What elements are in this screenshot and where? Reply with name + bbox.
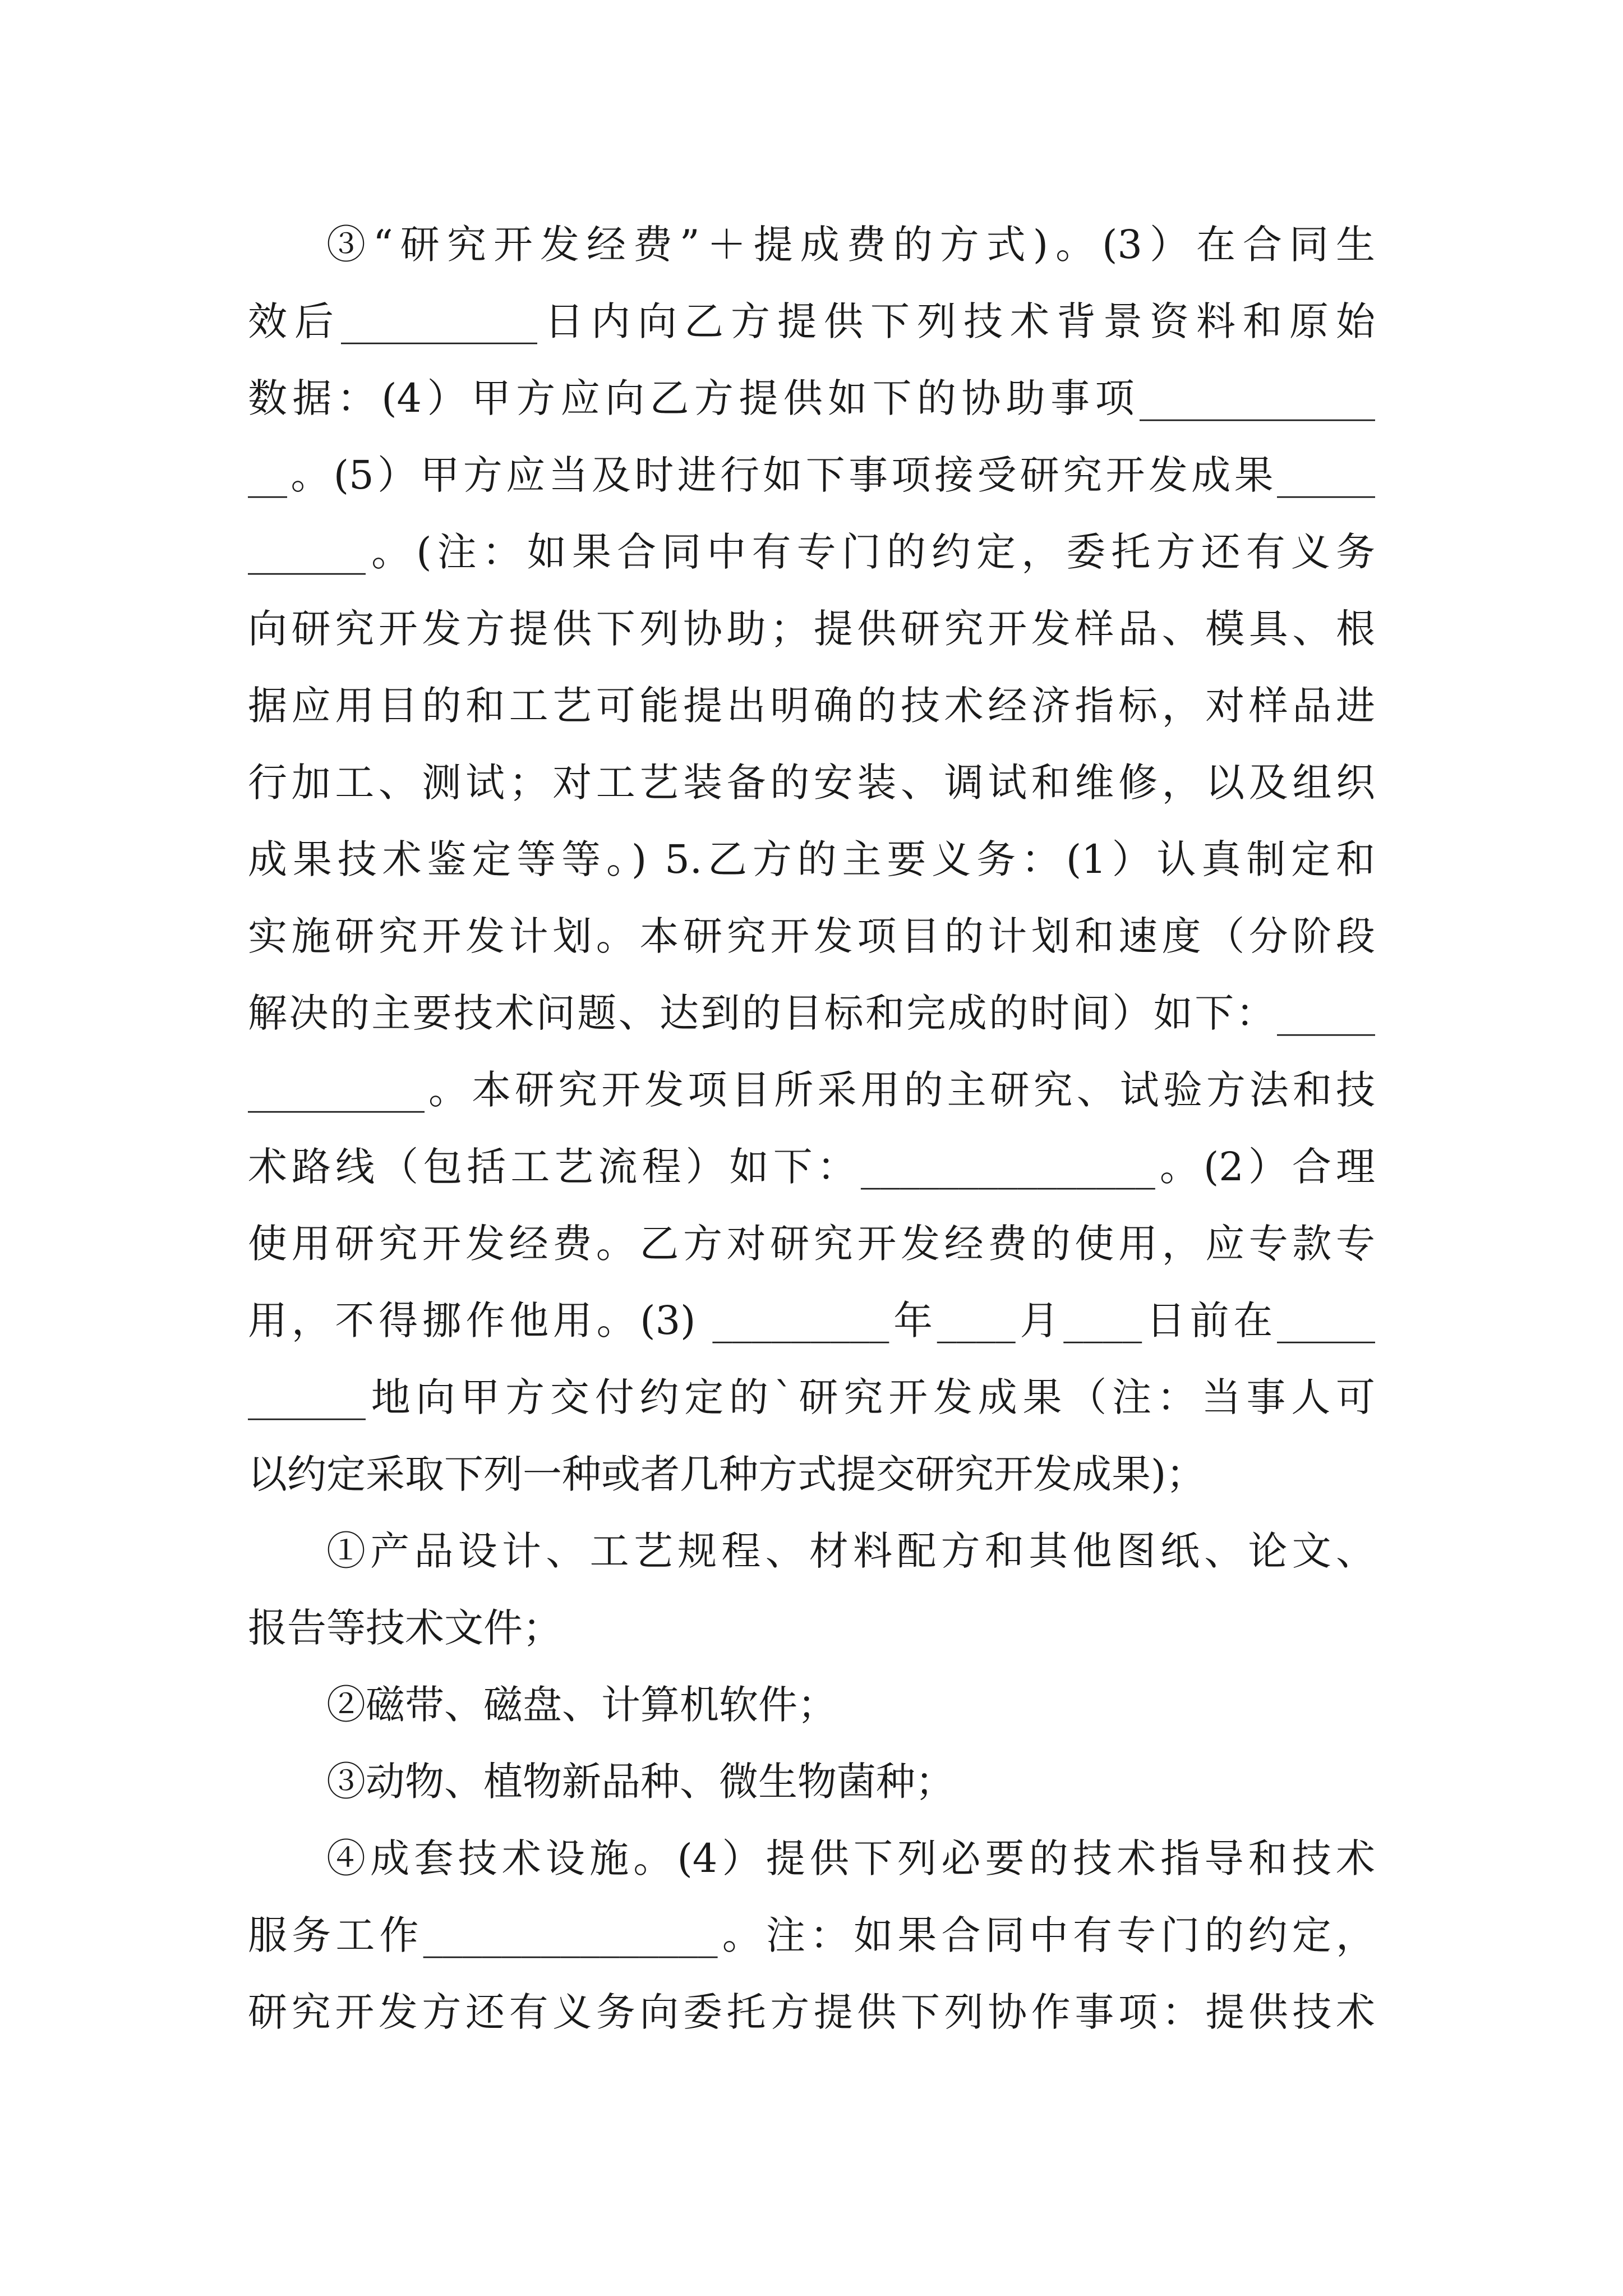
text-line: 行加工、测试；对工艺装备的安装、调试和维修，以及组织: [248, 760, 1375, 806]
text-line: _________。本研究开发项目所采用的主研究、试验方法和技: [248, 1067, 1375, 1113]
text-line: 效后__________日内向乙方提供下列技术背景资料和原始: [248, 298, 1375, 344]
text-line: 向研究开发方提供下列协助；提供研究开发样品、模具、根: [248, 606, 1375, 652]
contract-body-text: [248, 206, 1375, 2051]
text-line: 解决的主要技术问题、达到的目标和完成的时间）如下：_____: [248, 990, 1375, 1036]
text-line: 用，不得挪作他用。(3) _________年____月____日前在_____: [248, 1297, 1375, 1343]
text-line: ③动物、植物新品种、微生物菌种；: [326, 1759, 955, 1805]
text-line: 使用研究开发经费。乙方对研究开发经费的使用，应专款专: [248, 1221, 1375, 1267]
text-line: 数据：(4）甲方应向乙方提供如下的协助事项____________: [248, 375, 1375, 421]
text-line: 实施研究开发计划。本研究开发项目的计划和速度（分阶段: [248, 913, 1375, 959]
text-line: ______。(注：如果合同中有专门的约定，委托方还有义务: [248, 529, 1375, 575]
text-line: ②磁带、磁盘、计算机软件；: [326, 1682, 837, 1728]
text-line: 报告等技术文件；: [248, 1605, 562, 1651]
text-line: 成果技术鉴定等等。) 5.乙方的主要义务：(1）认真制定和: [248, 836, 1375, 882]
text-line: ③“研究开发经费”＋提成费的方式)。(3）在合同生: [326, 222, 1375, 268]
text-line: __。(5）甲方应当及时进行如下事项接受研究开发成果_____: [248, 452, 1375, 498]
text-line: 据应用目的和工艺可能提出明确的技术经济指标，对样品进: [248, 683, 1375, 729]
text-line: 服务工作_______________。注：如果合同中有专门的约定，: [248, 1912, 1375, 1958]
text-line: 研究开发方还有义务向委托方提供下列协作事项：提供技术: [248, 1989, 1375, 2035]
text-line: 以约定采取下列一种或者几种方式提交研究开发成果)；: [248, 1451, 1206, 1497]
text-line: ④成套技术设施。(4）提供下列必要的技术指导和技术: [326, 1835, 1375, 1881]
text-line: ①产品设计、工艺规程、材料配方和其他图纸、论文、: [326, 1528, 1375, 1574]
text-line: ______地向甲方交付约定的`研究开发成果（注：当事人可: [248, 1374, 1375, 1420]
text-line: 术路线（包括工艺流程）如下：_______________。(2）合理: [248, 1144, 1375, 1190]
